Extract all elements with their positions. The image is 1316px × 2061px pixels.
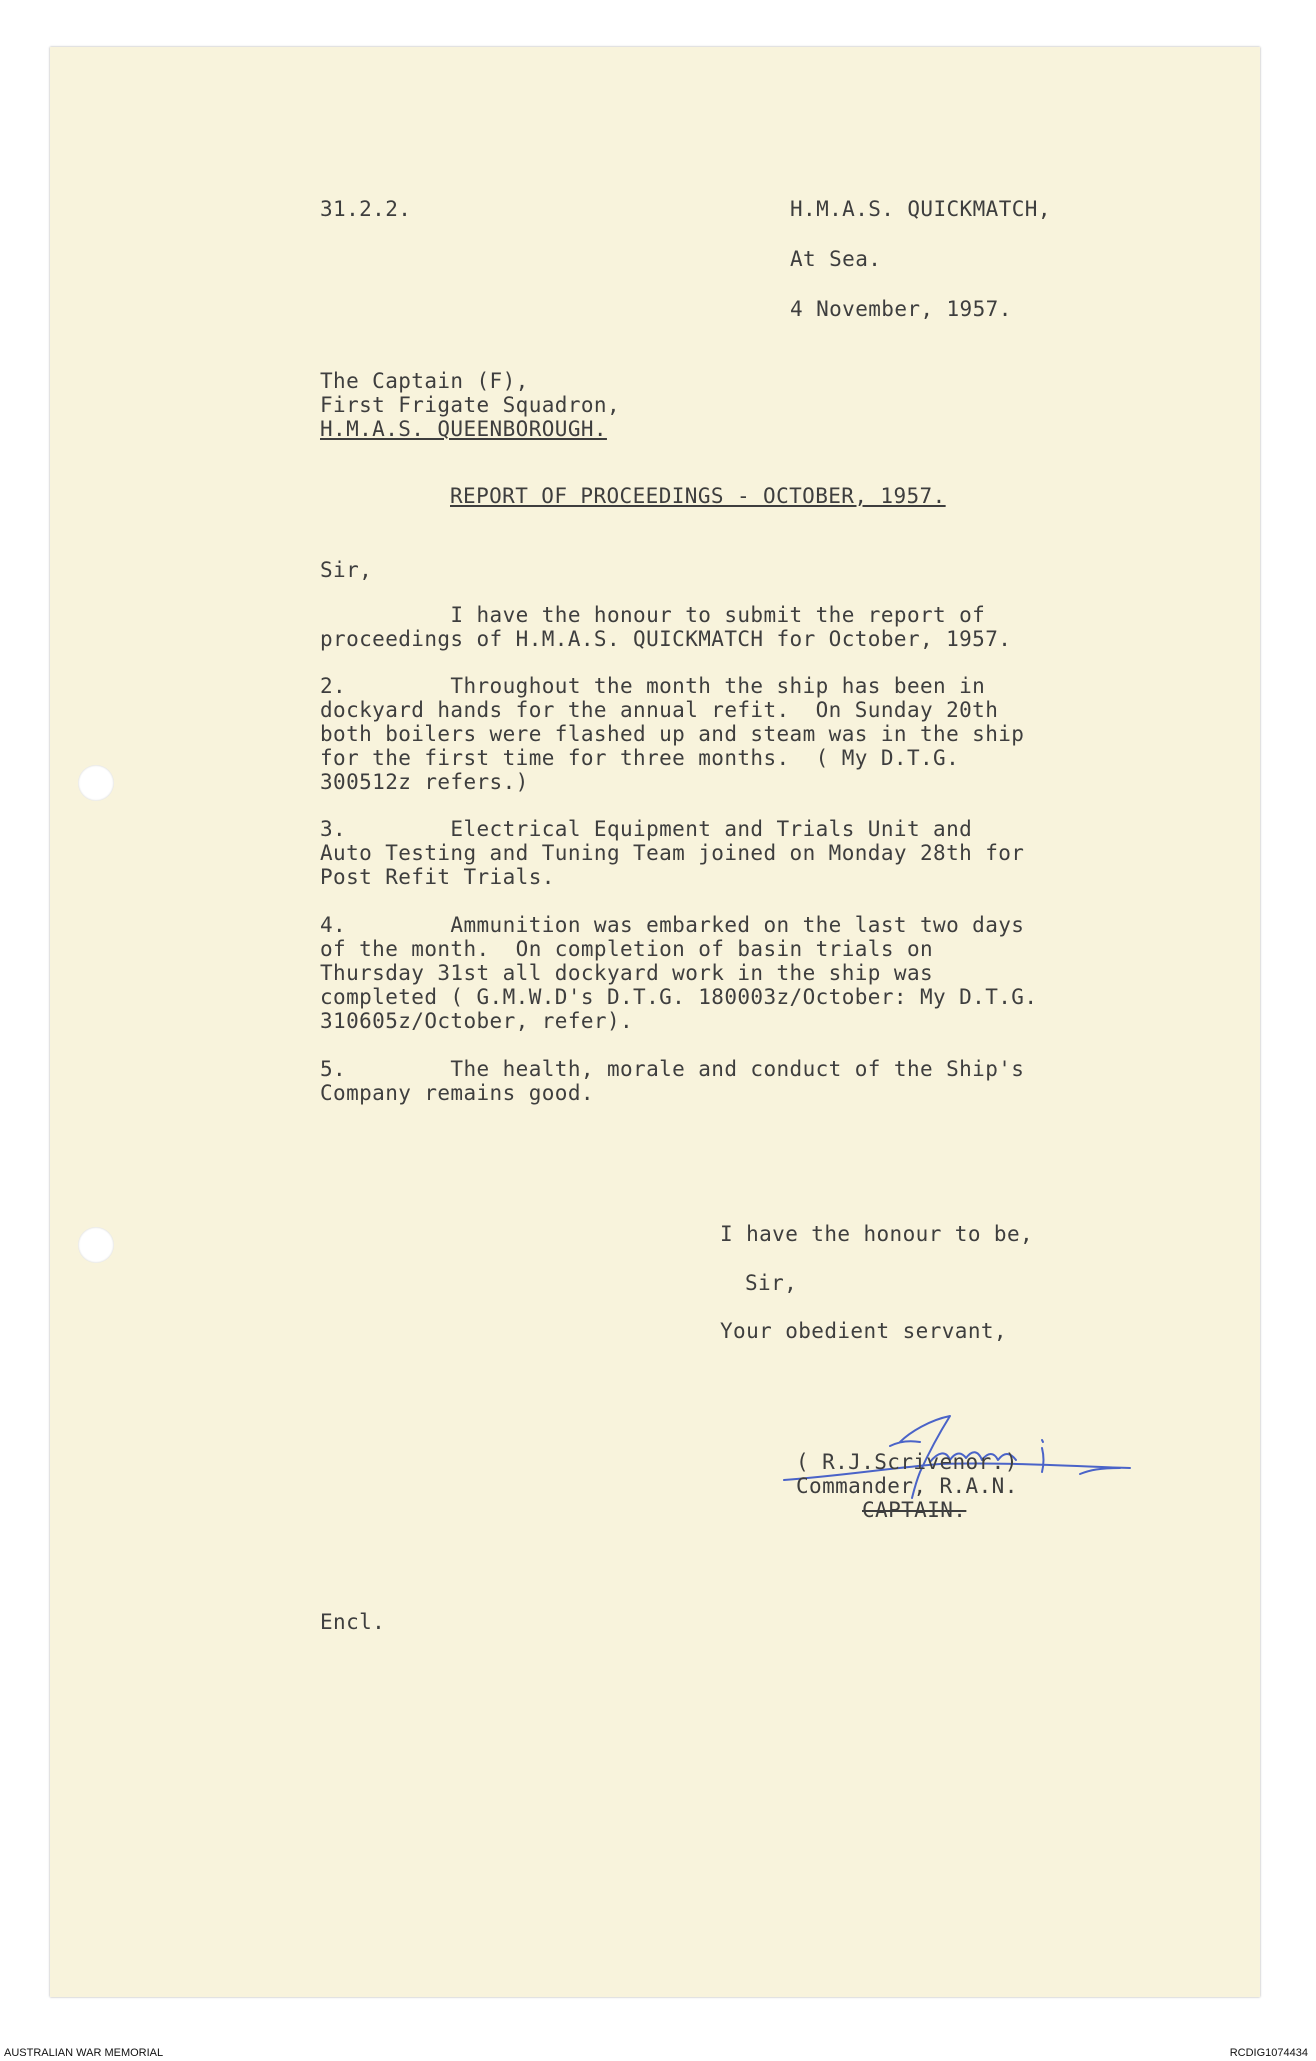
paragraph-line: both boilers were flashed up and steam was in the ship — [320, 722, 1025, 746]
closing-line-1: I have the honour to be, — [720, 1222, 1034, 1246]
addressee-line-3: H.M.A.S. QUEENBOROUGH. — [320, 417, 607, 441]
addressee-line-1: The Captain (F), — [320, 369, 529, 393]
paragraph-line: Thursday 31st all dockyard work in the ship was — [320, 961, 934, 985]
enclosure-note: Encl. — [320, 1610, 386, 1634]
paragraph-line: 300512z refers.) — [320, 770, 529, 794]
paragraph-line: Auto Testing and Tuning Team joined on Monday 28th for — [320, 841, 1025, 865]
paragraph-line: completed ( G.M.W.D's D.T.G. 180003z/October: My D.T.G. — [320, 985, 1038, 1009]
punch-hole-top — [78, 765, 114, 801]
footer-source: AUSTRALIAN WAR MEMORIAL — [4, 2047, 164, 2059]
letter-date: 4 November, 1957. — [790, 297, 1012, 321]
salutation: Sir, — [320, 558, 373, 582]
paragraph-line: 3. Electrical Equipment and Trials Unit and — [320, 817, 973, 841]
punch-hole-bottom — [78, 1227, 114, 1263]
closing-line-3: Your obedient servant, — [720, 1319, 1007, 1343]
paragraph-line: proceedings of H.M.A.S. QUICKMATCH for October, 1957. — [320, 627, 1012, 651]
paragraph-line: 4. Ammunition was embarked on the last two days — [320, 913, 1025, 937]
paragraph-line: 310605z/October, refer). — [320, 1009, 634, 1033]
ship-name: H.M.A.S. QUICKMATCH, — [790, 197, 1051, 221]
paragraph-line: 5. The health, morale and conduct of the Ship's — [320, 1057, 1025, 1081]
paragraph-line: of the month. On completion of basin trials on — [320, 937, 934, 961]
signatory-title: CAPTAIN. — [862, 1498, 967, 1522]
file-reference: 31.2.2. — [320, 197, 412, 221]
addressee-line-2: First Frigate Squadron, — [320, 393, 620, 417]
closing-line-2: Sir, — [745, 1271, 798, 1295]
paragraph-line: 2. Throughout the month the ship has been in — [320, 674, 986, 698]
paragraph-line: dockyard hands for the annual refit. On Sunday 20th — [320, 698, 999, 722]
signatory-name: ( R.J.Scrivenor.) — [796, 1450, 1018, 1474]
paragraph-line: I have the honour to submit the report of — [320, 603, 986, 627]
signatory-rank: Commander, R.A.N. — [796, 1474, 1018, 1498]
footer-record-id: RCDIG1074434 — [1229, 2047, 1308, 2059]
paragraph-line: for the first time for three months. ( My D.T.G. — [320, 746, 960, 770]
subject-line: REPORT OF PROCEEDINGS - OCTOBER, 1957. — [450, 484, 946, 508]
paragraph-line: Company remains good. — [320, 1081, 594, 1105]
paragraph-line: Post Refit Trials. — [320, 865, 555, 889]
letter-page — [50, 47, 1260, 1997]
location: At Sea. — [790, 247, 882, 271]
